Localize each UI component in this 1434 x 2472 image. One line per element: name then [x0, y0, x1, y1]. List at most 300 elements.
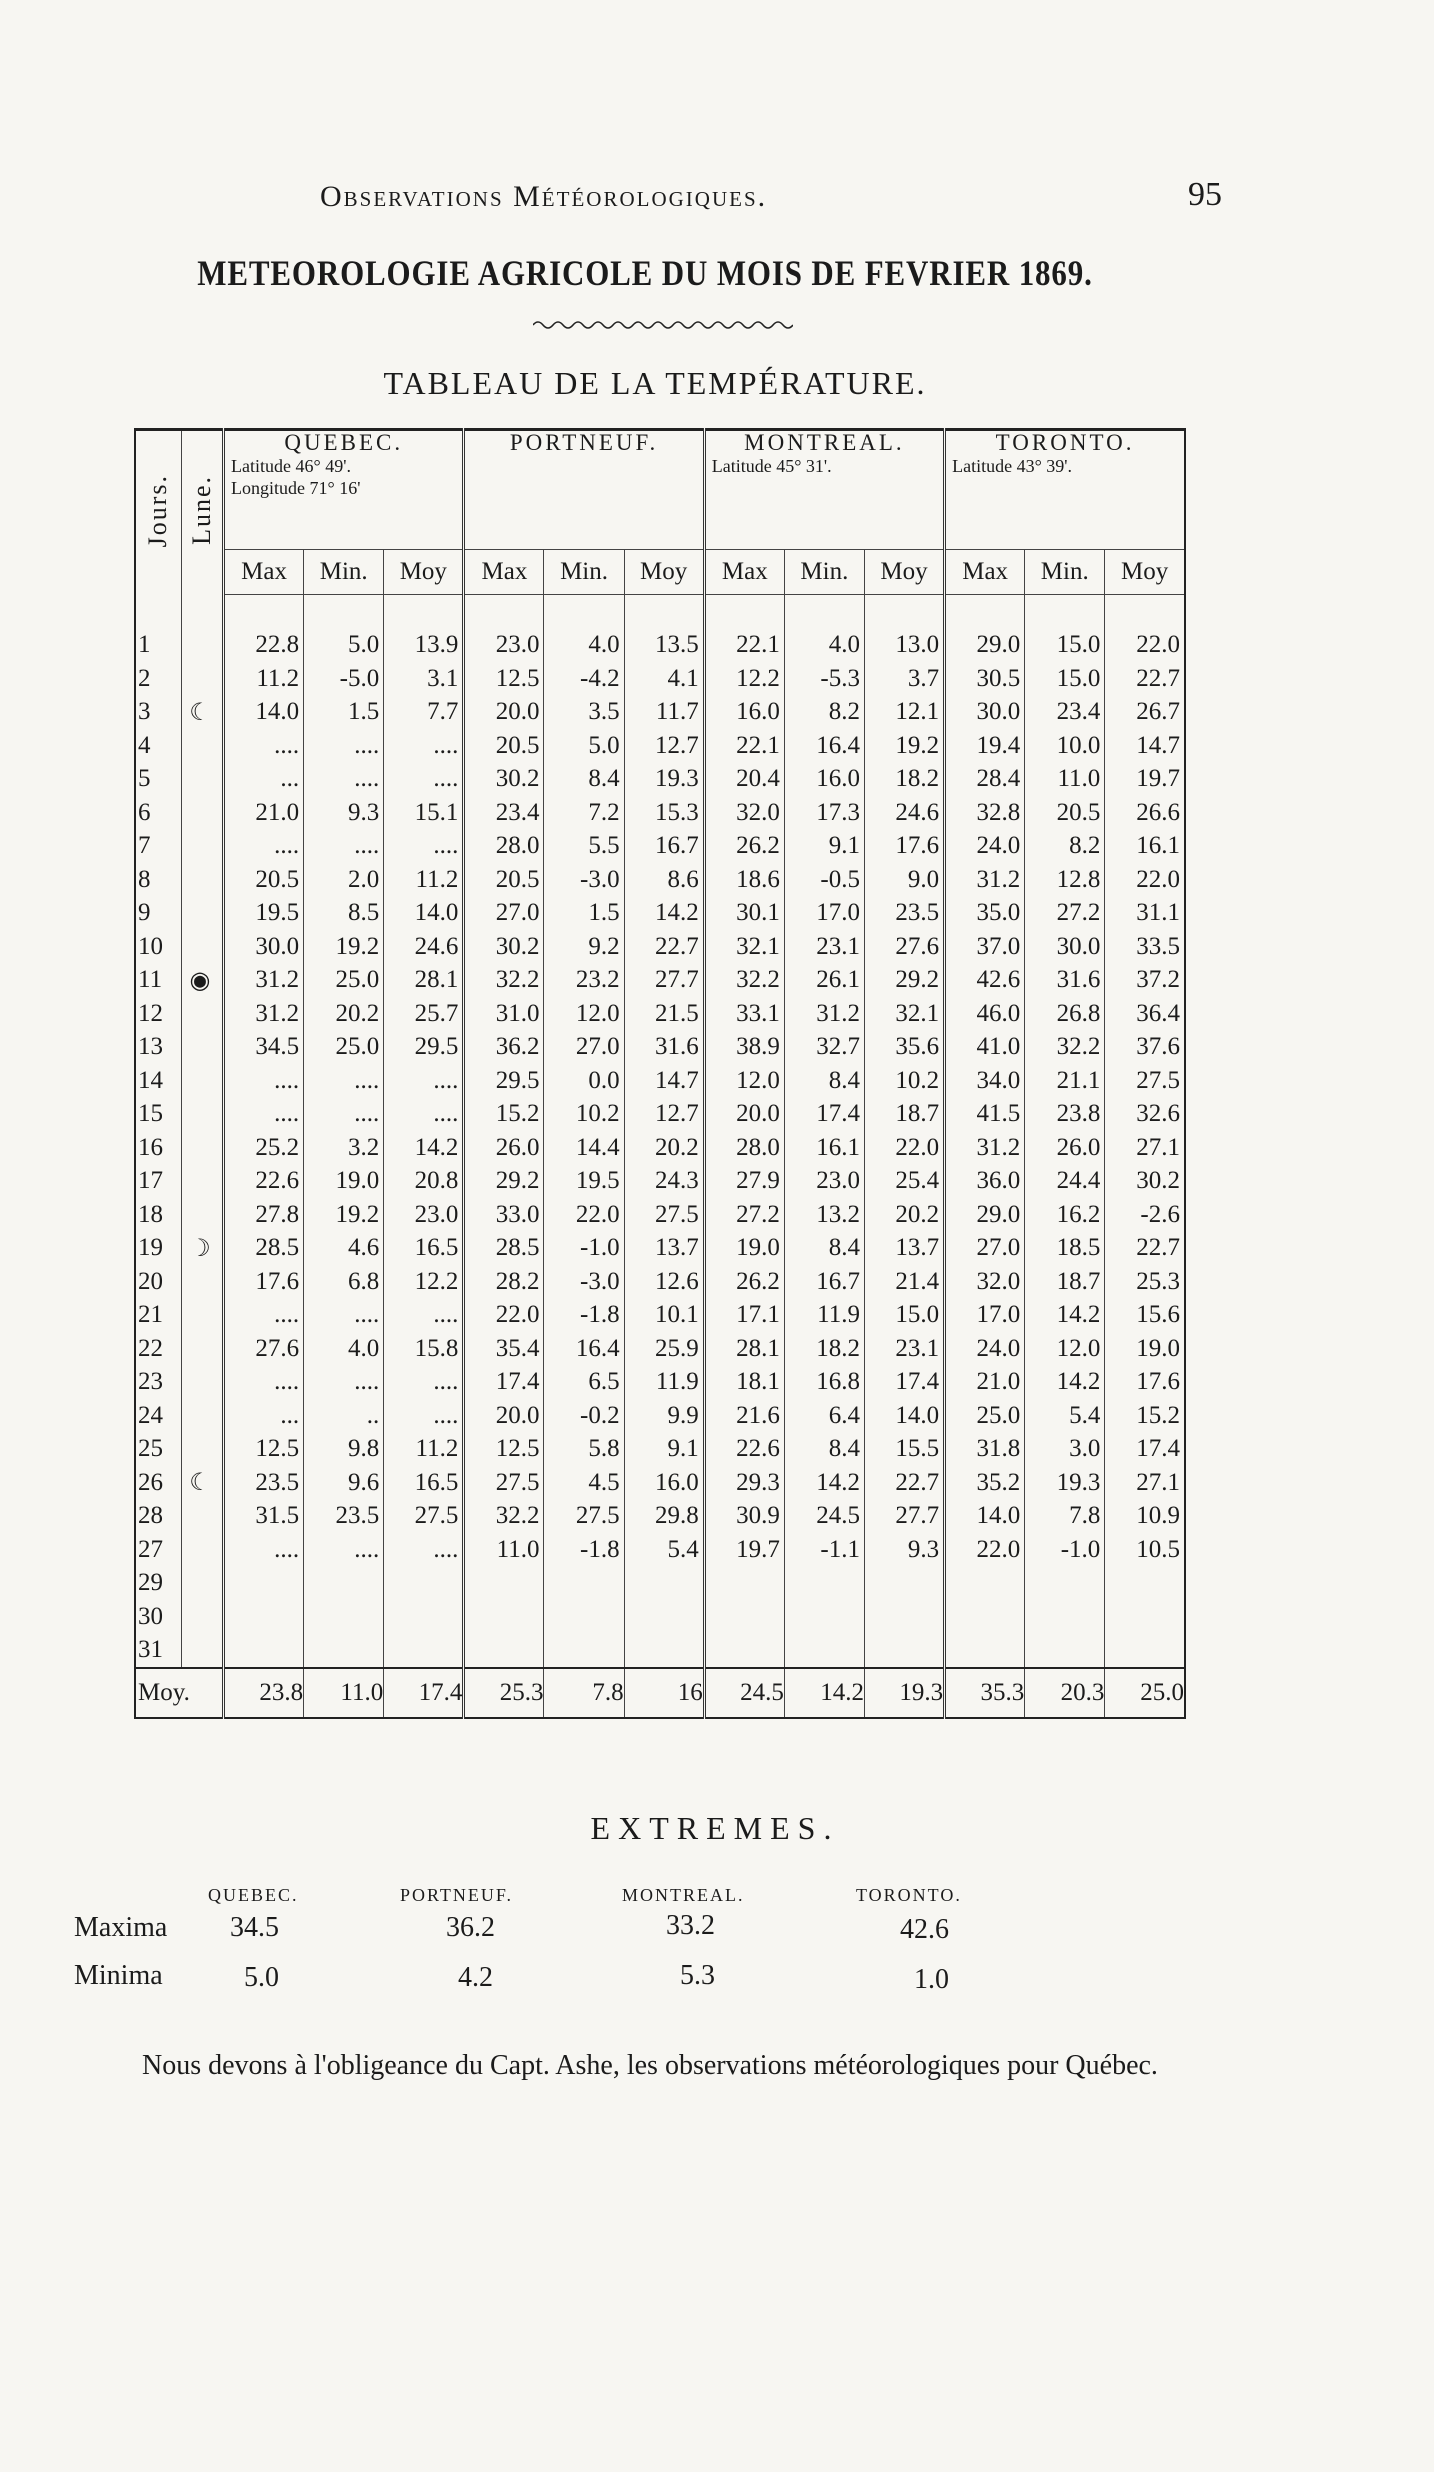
- temperature-cell: 24.5: [784, 1500, 864, 1534]
- maxima-value: 36.2: [446, 1912, 495, 1943]
- moon-phase-icon: [181, 729, 223, 763]
- temperature-cell: 17.4: [784, 1098, 864, 1132]
- temperature-cell: 8.5: [304, 897, 384, 931]
- day-cell: 10: [135, 930, 181, 964]
- temperature-cell: 4.0: [784, 629, 864, 663]
- station-portneuf-header: [464, 430, 704, 550]
- station-name: QUEBEC.: [284, 430, 404, 455]
- table-row: [135, 1064, 1185, 1098]
- temperature-cell: 17.4: [464, 1366, 544, 1400]
- table-title: TABLEAU DE LA TEMPÉRATURE.: [383, 365, 927, 401]
- table-row: [135, 1634, 1185, 1669]
- day-cell: 18: [135, 1198, 181, 1232]
- temperature-cell: 17.0: [784, 897, 864, 931]
- temperature-cell: [384, 1600, 464, 1634]
- temperature-cell: 20.5: [464, 863, 544, 897]
- day-cell: 3: [135, 696, 181, 730]
- temperature-cell: 22.7: [1105, 1232, 1185, 1266]
- moon-phase-icon: [181, 1098, 223, 1132]
- temperature-cell: -1.1: [784, 1533, 864, 1567]
- temperature-cell: 8.4: [544, 763, 624, 797]
- temperature-cell: 2.0: [304, 863, 384, 897]
- moon-phase-icon: ☾: [181, 696, 223, 730]
- moon-phase-icon: [181, 997, 223, 1031]
- moon-phase-icon: [181, 1031, 223, 1065]
- maxima-value: 33.2: [666, 1910, 715, 1941]
- average-cell: 16: [624, 1668, 704, 1718]
- temperature-cell: [224, 1634, 304, 1669]
- temperature-cell: 6.5: [544, 1366, 624, 1400]
- table-row: [135, 696, 1185, 730]
- temperature-cell: 15.1: [384, 796, 464, 830]
- temperature-cell: 27.2: [1025, 897, 1105, 931]
- temperature-cell: 25.0: [945, 1399, 1025, 1433]
- moon-phase-icon: [181, 1265, 223, 1299]
- table-row: [135, 1098, 1185, 1132]
- temperature-cell: 35.6: [864, 1031, 944, 1065]
- temperature-cell: 19.0: [304, 1165, 384, 1199]
- wavy-divider-ornament: [533, 318, 793, 332]
- moon-phase-icon: [181, 863, 223, 897]
- table-row: [135, 729, 1185, 763]
- temperature-cell: [224, 1600, 304, 1634]
- day-cell: 17: [135, 1165, 181, 1199]
- temperature-cell: 31.8: [945, 1433, 1025, 1467]
- temperature-cell: ....: [274, 1301, 300, 1329]
- temperature-cell: 23.2: [544, 964, 624, 998]
- temperature-cell: 18.1: [704, 1366, 784, 1400]
- temperature-cell: 27.9: [704, 1165, 784, 1199]
- temperature-cell: 27.1: [1105, 1466, 1185, 1500]
- temperature-cell: 19.2: [304, 1198, 384, 1232]
- station-name: TORONTO.: [995, 430, 1135, 455]
- temperature-cell: 9.2: [544, 930, 624, 964]
- temperature-cell: 20.2: [304, 997, 384, 1031]
- temperature-cell: 26.8: [1025, 997, 1105, 1031]
- temperature-cell: 19.4: [945, 729, 1025, 763]
- temperature-cell: 15.8: [384, 1332, 464, 1366]
- temperature-cell: 18.7: [864, 1098, 944, 1132]
- temperature-cell: 25.0: [304, 1031, 384, 1065]
- temperature-cell: 20.0: [464, 1399, 544, 1433]
- moon-phase-icon: ☽: [181, 1232, 223, 1266]
- day-cell: 6: [135, 796, 181, 830]
- temperature-cell: 16.4: [784, 729, 864, 763]
- moon-phase-icon: [181, 1131, 223, 1165]
- temperature-cell: 36.2: [464, 1031, 544, 1065]
- temperature-cell: [864, 1600, 944, 1634]
- temperature-cell: 11.0: [464, 1533, 544, 1567]
- temperature-cell: 3.7: [864, 662, 944, 696]
- table-row: [135, 964, 1185, 998]
- temperature-cell: 20.5: [464, 729, 544, 763]
- temperature-cell: 18.5: [1025, 1232, 1105, 1266]
- table-row: [135, 1332, 1185, 1366]
- station-toronto-header: [945, 430, 1185, 550]
- temperature-cell: -1.8: [544, 1533, 624, 1567]
- temperature-cell: 15.5: [864, 1433, 944, 1467]
- temperature-cell: -3.0: [544, 863, 624, 897]
- temperature-cell: [784, 1567, 864, 1601]
- table-row: [135, 629, 1185, 663]
- temperature-cell: 19.0: [704, 1232, 784, 1266]
- temperature-cell: 19.3: [624, 763, 704, 797]
- station-quebec-header: [224, 430, 464, 550]
- col-header-min: Min.: [304, 550, 384, 595]
- temperature-cell: 22.0: [945, 1533, 1025, 1567]
- temperature-cell: 22.0: [864, 1131, 944, 1165]
- temperature-cell: 26.2: [704, 1265, 784, 1299]
- temperature-cell: 25.3: [1105, 1265, 1185, 1299]
- temperature-cell: ....: [304, 1366, 384, 1400]
- temperature-cell: 24.4: [1025, 1165, 1105, 1199]
- temperature-cell: 7.2: [544, 796, 624, 830]
- temperature-cell: 17.4: [864, 1366, 944, 1400]
- temperature-cell: 32.0: [945, 1265, 1025, 1299]
- temperature-cell: 16.1: [784, 1131, 864, 1165]
- temperature-cell: 14.4: [544, 1131, 624, 1165]
- temperature-cell: 5.0: [304, 629, 384, 663]
- temperature-cell: 28.1: [384, 964, 464, 998]
- temperature-cell: 32.2: [704, 964, 784, 998]
- page-title: METEOROLOGIE AGRICOLE DU MOIS DE FEVRIER 1869.: [197, 253, 1093, 293]
- temperature-cell: 22.0: [544, 1198, 624, 1232]
- temperature-cell: 29.3: [704, 1466, 784, 1500]
- temperature-cell: 5.4: [624, 1533, 704, 1567]
- day-cell: 5: [135, 763, 181, 797]
- day-cell: 30: [135, 1600, 181, 1634]
- station-longitude: Longitude 71° 16': [231, 478, 361, 498]
- temperature-cell: ..: [304, 1399, 384, 1433]
- temperature-cell: 24.0: [945, 1332, 1025, 1366]
- average-cell: 20.3: [1025, 1668, 1105, 1718]
- temperature-cell: 31.6: [624, 1031, 704, 1065]
- temperature-cell: 19.2: [864, 729, 944, 763]
- temperature-cell: 16.7: [784, 1265, 864, 1299]
- temperature-cell: 18.6: [704, 863, 784, 897]
- moon-phase-icon: [181, 1064, 223, 1098]
- temperature-cell: ....: [274, 832, 300, 860]
- temperature-cell: ...: [280, 1401, 300, 1429]
- temperature-cell: 33.5: [1105, 930, 1185, 964]
- temperature-cell: 27.5: [624, 1198, 704, 1232]
- temperature-cell: 17.6: [255, 1267, 300, 1295]
- temperature-cell: ....: [384, 763, 464, 797]
- temperature-cell: 20.0: [704, 1098, 784, 1132]
- temperature-cell: 29.8: [624, 1500, 704, 1534]
- temperature-cell: 21.0: [945, 1366, 1025, 1400]
- temperature-cell: 27.5: [1105, 1064, 1185, 1098]
- temperature-cell: 27.6: [864, 930, 944, 964]
- temperature-cell: 12.0: [1025, 1332, 1105, 1366]
- moon-phase-icon: [181, 629, 223, 663]
- temperature-cell: 15.2: [1105, 1399, 1185, 1433]
- temperature-cell: 12.0: [704, 1064, 784, 1098]
- temperature-cell: 19.7: [1105, 763, 1185, 797]
- temperature-cell: 37.6: [1105, 1031, 1185, 1065]
- average-cell: 11.0: [304, 1668, 384, 1718]
- day-cell: 7: [135, 830, 181, 864]
- temperature-cell: -4.2: [544, 662, 624, 696]
- temperature-cell: 33.0: [464, 1198, 544, 1232]
- col-header-moy: Moy: [624, 550, 704, 595]
- temperature-cell: 31.2: [255, 999, 300, 1027]
- temperature-cell: 12.1: [864, 696, 944, 730]
- temperature-cell: 31.5: [255, 1502, 300, 1530]
- temperature-cell: [1025, 1600, 1105, 1634]
- acknowledgement-note: Nous devons à l'obligeance du Capt. Ashe, les observations météorologiques pour Québec.: [142, 2050, 1158, 2081]
- station-latitude: Latitude 45° 31'.: [711, 456, 832, 476]
- table-row: [135, 763, 1185, 797]
- temperature-cell: ....: [384, 729, 464, 763]
- maxima-value: 34.5: [230, 1912, 279, 1943]
- temperature-cell: [624, 1600, 704, 1634]
- temperature-cell: 8.2: [1025, 830, 1105, 864]
- day-cell: 25: [135, 1433, 181, 1467]
- moon-phase-icon: [181, 830, 223, 864]
- temperature-cell: 8.6: [624, 863, 704, 897]
- temperature-cell: 26.7: [1105, 696, 1185, 730]
- temperature-cell: 0.0: [544, 1064, 624, 1098]
- temperature-cell: 13.0: [864, 629, 944, 663]
- table-row: [135, 830, 1185, 864]
- day-cell: 19: [135, 1232, 181, 1266]
- temperature-cell: 14.7: [624, 1064, 704, 1098]
- temperature-cell: -1.0: [544, 1232, 624, 1266]
- day-cell: 11: [135, 964, 181, 998]
- temperature-cell: 1.5: [304, 696, 384, 730]
- temperature-cell: 30.5: [945, 662, 1025, 696]
- temperature-cell: 27.2: [704, 1198, 784, 1232]
- temperature-cell: [464, 1567, 544, 1601]
- temperature-cell: 16.0: [624, 1466, 704, 1500]
- table-row: [135, 997, 1185, 1031]
- temperature-cell: 4.1: [624, 662, 704, 696]
- col-header-max: Max: [464, 550, 544, 595]
- temperature-cell: 28.5: [464, 1232, 544, 1266]
- moon-phase-icon: [181, 662, 223, 696]
- temperature-cell: 29.5: [464, 1064, 544, 1098]
- temperature-cell: 28.4: [945, 763, 1025, 797]
- moon-phase-icon: [181, 1399, 223, 1433]
- temperature-cell: 11.2: [384, 1433, 464, 1467]
- temperature-cell: 13.7: [864, 1232, 944, 1266]
- temperature-cell: 23.4: [464, 796, 544, 830]
- temperature-cell: 32.0: [704, 796, 784, 830]
- temperature-cell: 30.9: [704, 1500, 784, 1534]
- temperature-cell: 15.0: [1025, 662, 1105, 696]
- temperature-cell: 11.7: [624, 696, 704, 730]
- temperature-cell: 27.6: [255, 1334, 300, 1362]
- temperature-cell: 12.7: [624, 1098, 704, 1132]
- temperature-cell: 20.2: [624, 1131, 704, 1165]
- temperature-cell: 15.3: [624, 796, 704, 830]
- temperature-cell: -1.8: [544, 1299, 624, 1333]
- table-row: [135, 1131, 1185, 1165]
- day-cell: 20: [135, 1265, 181, 1299]
- temperature-cell: 30.0: [1025, 930, 1105, 964]
- temperature-cell: ....: [384, 1533, 464, 1567]
- temperature-cell: [784, 1600, 864, 1634]
- extremes-station-montreal: MONTREAL.: [622, 1885, 745, 1905]
- temperature-cell: 20.2: [864, 1198, 944, 1232]
- station-name: PORTNEUF.: [509, 430, 659, 455]
- temperature-cell: 14.0: [255, 698, 300, 726]
- temperature-cell: ....: [274, 1100, 300, 1128]
- temperature-cell: 18.7: [1025, 1265, 1105, 1299]
- temperature-cell: 17.3: [784, 796, 864, 830]
- temperature-cell: ....: [384, 1366, 464, 1400]
- temperature-cell: ....: [384, 1064, 464, 1098]
- temperature-cell: 14.0: [384, 897, 464, 931]
- day-cell: 4: [135, 729, 181, 763]
- temperature-cell: 30.0: [945, 696, 1025, 730]
- average-label: Moy.: [135, 1668, 224, 1718]
- day-cell: 28: [135, 1500, 181, 1534]
- temperature-cell: 27.5: [384, 1500, 464, 1534]
- day-cell: 15: [135, 1098, 181, 1132]
- temperature-cell: [304, 1600, 384, 1634]
- temperature-cell: 34.5: [255, 1033, 300, 1061]
- temperature-cell: 16.1: [1105, 830, 1185, 864]
- temperature-cell: [864, 1634, 944, 1669]
- station-name: MONTREAL.: [744, 430, 905, 455]
- temperature-cell: 27.7: [624, 964, 704, 998]
- moon-phase-icon: [181, 1165, 223, 1199]
- temperature-cell: 5.0: [544, 729, 624, 763]
- temperature-cell: 37.2: [1105, 964, 1185, 998]
- temperature-cell: 4.6: [304, 1232, 384, 1266]
- temperature-cell: 22.7: [1105, 662, 1185, 696]
- temperature-cell: 22.1: [704, 729, 784, 763]
- temperature-cell: 9.1: [784, 830, 864, 864]
- temperature-cell: 8.4: [784, 1232, 864, 1266]
- day-cell: 9: [135, 897, 181, 931]
- temperature-cell: 16.2: [1025, 1198, 1105, 1232]
- temperature-cell: 8.4: [784, 1433, 864, 1467]
- temperature-cell: 22.7: [864, 1466, 944, 1500]
- temperature-cell: 21.6: [704, 1399, 784, 1433]
- temperature-cell: [1025, 1634, 1105, 1669]
- temperature-cell: 23.0: [464, 629, 544, 663]
- average-cell: 25.3: [464, 1668, 544, 1718]
- temperature-cell: 9.3: [864, 1533, 944, 1567]
- moon-phase-icon: [181, 1567, 223, 1601]
- col-header-max: Max: [224, 550, 304, 595]
- temperature-cell: 20.5: [1025, 796, 1105, 830]
- temperature-cell: 21.1: [1025, 1064, 1105, 1098]
- moon-phase-icon: [181, 763, 223, 797]
- temperature-cell: 27.7: [864, 1500, 944, 1534]
- temperature-cell: 31.0: [464, 997, 544, 1031]
- temperature-cell: 10.2: [544, 1098, 624, 1132]
- temperature-cell: 8.2: [784, 696, 864, 730]
- temperature-cell: 31.2: [255, 966, 300, 994]
- temperature-cell: 15.0: [1025, 629, 1105, 663]
- temperature-cell: 26.0: [464, 1131, 544, 1165]
- temperature-cell: 31.6: [1025, 964, 1105, 998]
- day-cell: 26: [135, 1466, 181, 1500]
- moon-phase-icon: [181, 1533, 223, 1567]
- temperature-cell: [1105, 1600, 1185, 1634]
- temperature-cell: [624, 1567, 704, 1601]
- temperature-cell: 38.9: [704, 1031, 784, 1065]
- moon-phase-icon: [181, 1198, 223, 1232]
- temperature-cell: 26.6: [1105, 796, 1185, 830]
- average-cell: 17.4: [384, 1668, 464, 1718]
- temperature-cell: 22.0: [1105, 863, 1185, 897]
- temperature-cell: 12.2: [704, 662, 784, 696]
- temperature-cell: 12.5: [464, 662, 544, 696]
- temperature-cell: 31.2: [945, 1131, 1025, 1165]
- table-row: [135, 1600, 1185, 1634]
- temperature-cell: 22.1: [704, 629, 784, 663]
- temperature-cell: 14.2: [1025, 1366, 1105, 1400]
- day-cell: 21: [135, 1299, 181, 1333]
- temperature-cell: 3.1: [384, 662, 464, 696]
- temperature-cell: 29.5: [384, 1031, 464, 1065]
- temperature-cell: 11.9: [624, 1366, 704, 1400]
- table-row: [135, 1466, 1185, 1500]
- temperature-cell: ....: [384, 1299, 464, 1333]
- average-row: [135, 1668, 1185, 1718]
- temperature-cell: 29.0: [945, 629, 1025, 663]
- table-row: [135, 1533, 1185, 1567]
- temperature-cell: 19.3: [1025, 1466, 1105, 1500]
- day-cell: 22: [135, 1332, 181, 1366]
- station-montreal-header: [704, 430, 944, 550]
- day-cell: 31: [135, 1634, 181, 1669]
- table-row: [135, 863, 1185, 897]
- table-row: [135, 1031, 1185, 1065]
- moon-phase-icon: [181, 1366, 223, 1400]
- temperature-cell: 10.5: [1105, 1533, 1185, 1567]
- temperature-cell: 12.0: [544, 997, 624, 1031]
- temperature-cell: 36.4: [1105, 997, 1185, 1031]
- moon-phase-icon: [181, 1332, 223, 1366]
- temperature-cell: ....: [274, 1066, 300, 1094]
- temperature-cell: 22.0: [1105, 629, 1185, 663]
- temperature-cell: 22.8: [255, 631, 300, 659]
- temperature-cell: 35.2: [945, 1466, 1025, 1500]
- temperature-cell: 32.6: [1105, 1098, 1185, 1132]
- temperature-cell: 23.0: [784, 1165, 864, 1199]
- temperature-cell: 28.2: [464, 1265, 544, 1299]
- temperature-cell: 7.7: [384, 696, 464, 730]
- temperature-cell: 16.4: [544, 1332, 624, 1366]
- minima-label: Minima: [74, 1960, 163, 1991]
- temperature-cell: 14.7: [1105, 729, 1185, 763]
- temperature-cell: 18.2: [864, 763, 944, 797]
- temperature-cell: 16.7: [624, 830, 704, 864]
- temperature-cell: 3.2: [304, 1131, 384, 1165]
- minima-value: 1.0: [914, 1964, 949, 1995]
- temperature-cell: 31.2: [945, 863, 1025, 897]
- temperature-cell: ....: [304, 830, 384, 864]
- page-number: 95: [1188, 176, 1222, 213]
- temperature-cell: 15.6: [1105, 1299, 1185, 1333]
- temperature-cell: ....: [384, 830, 464, 864]
- temperature-cell: 9.3: [304, 796, 384, 830]
- temperature-cell: 25.0: [304, 964, 384, 998]
- moon-phase-icon: ◉: [181, 964, 223, 998]
- temperature-cell: ...: [280, 765, 300, 793]
- maxima-label: Maxima: [74, 1912, 168, 1943]
- extremes-station-toronto: TORONTO.: [856, 1885, 962, 1905]
- temperature-cell: 30.0: [255, 932, 300, 960]
- temperature-cell: [544, 1634, 624, 1669]
- col-header-moy: Moy: [384, 550, 464, 595]
